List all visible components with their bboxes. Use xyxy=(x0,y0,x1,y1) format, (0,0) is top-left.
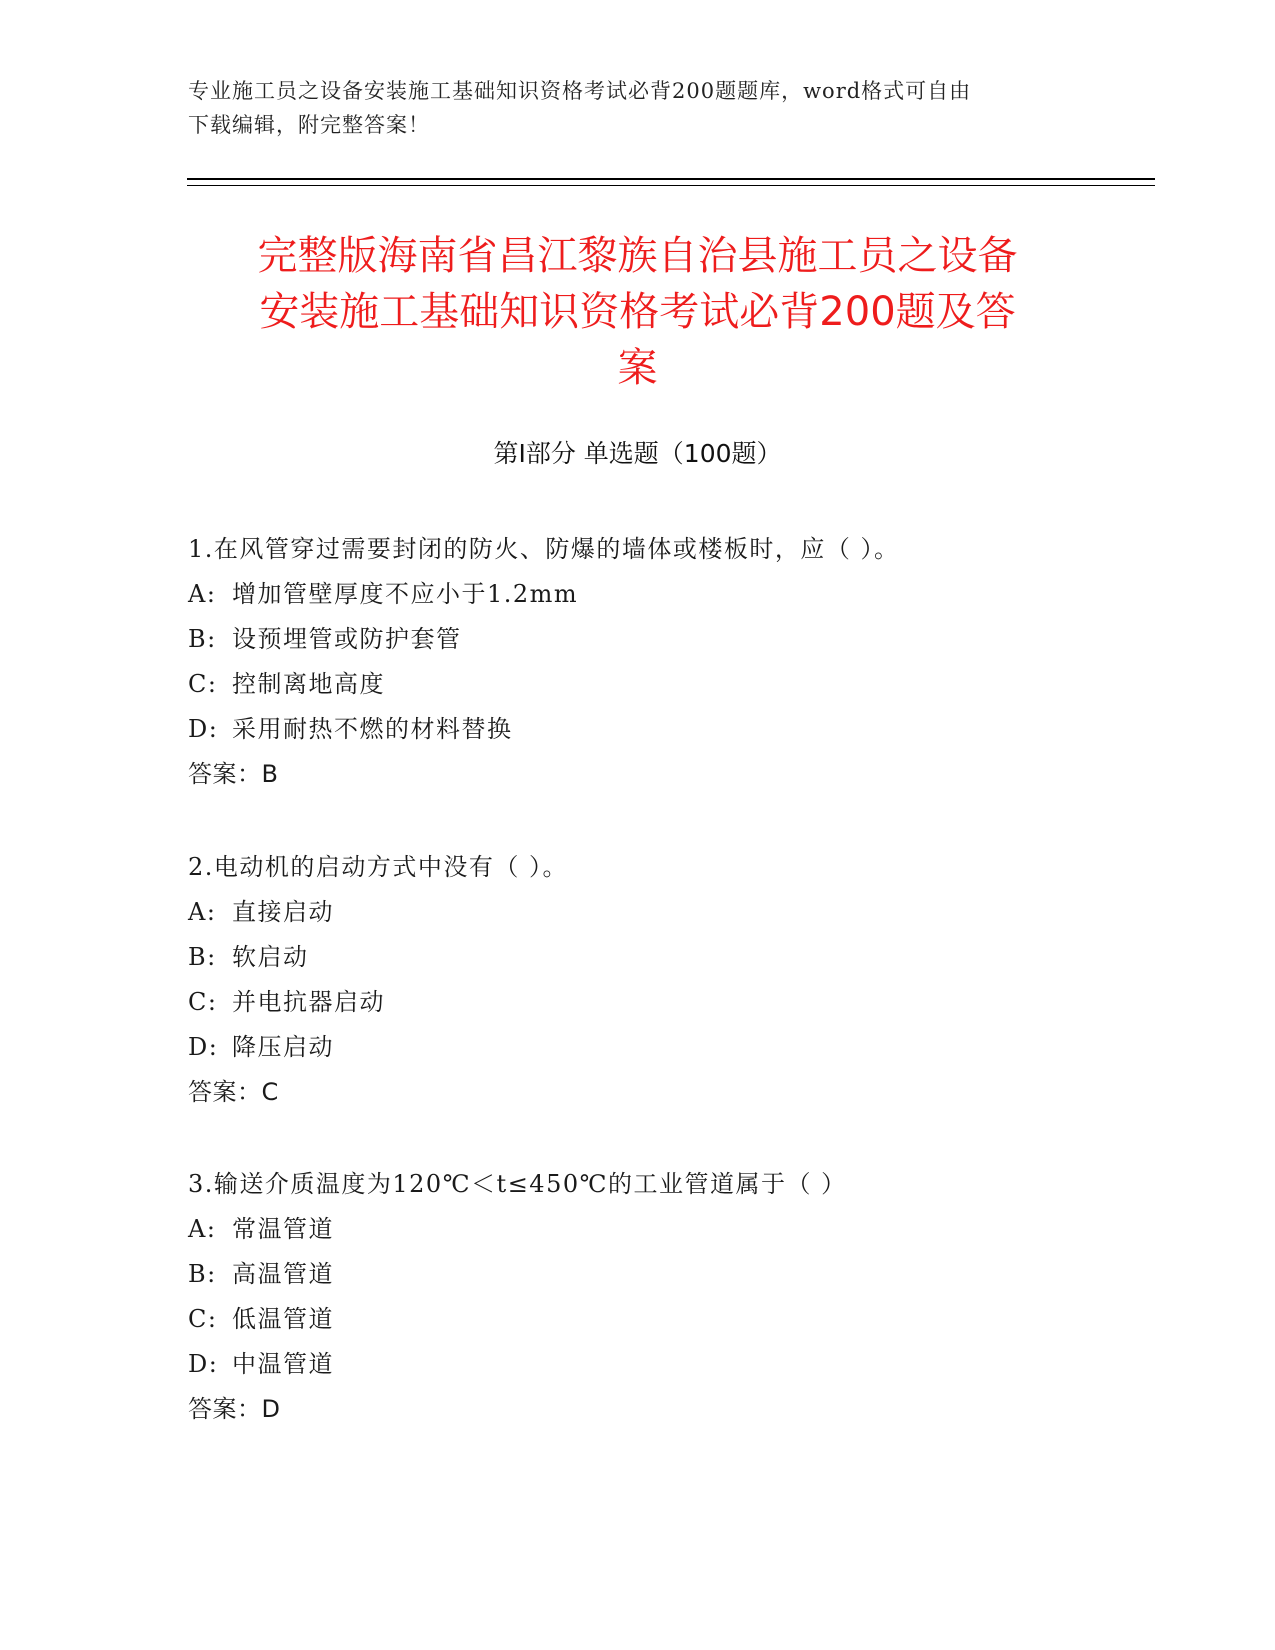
question-stem: 1.在风管穿过需要封闭的防火、防爆的墙体或楼板时，应（ ）。 xyxy=(188,535,900,563)
question-block xyxy=(188,1162,1108,1432)
question-option-d xyxy=(188,1342,1108,1387)
question-option-d xyxy=(188,707,1108,752)
document-title xyxy=(150,228,1125,396)
option-key: D: xyxy=(188,715,219,743)
option-text: 低温管道 xyxy=(232,1305,334,1333)
question-option-b xyxy=(188,617,1108,662)
question-option-b xyxy=(188,1252,1108,1297)
question-stem: 2.电动机的启动方式中没有（ ）。 xyxy=(188,853,569,881)
question-answer: 答案：C xyxy=(188,1078,279,1106)
option-key: C: xyxy=(188,1305,218,1333)
question-option-c xyxy=(188,980,1108,1025)
option-text: 并电抗器启动 xyxy=(232,988,385,1016)
document-title-line-2: 安装施工基础知识资格考试必背200题及答 xyxy=(259,289,1016,335)
option-text: 降压启动 xyxy=(232,1033,334,1061)
option-text: 增加管壁厚度不应小于1.2mm xyxy=(232,580,579,608)
option-key: A: xyxy=(188,1215,217,1243)
option-key: A: xyxy=(188,898,217,926)
question-stem: 3.输送介质温度为120℃＜t≤450℃的工业管道属于（ ） xyxy=(188,1170,847,1198)
header-note-line-2: 下载编辑，附完整答案！ xyxy=(188,113,430,137)
option-key: D: xyxy=(188,1350,219,1378)
option-text: 直接启动 xyxy=(232,898,334,926)
option-text: 软启动 xyxy=(232,943,309,971)
option-text: 高温管道 xyxy=(232,1260,334,1288)
option-key: B: xyxy=(188,625,217,653)
option-key: B: xyxy=(188,1260,217,1288)
section-heading: 第Ⅰ部分 单选题（100题） xyxy=(493,439,782,468)
header-divider-thick xyxy=(187,178,1155,180)
option-key: C: xyxy=(188,988,218,1016)
option-key: D: xyxy=(188,1033,219,1061)
question-option-d xyxy=(188,1025,1108,1070)
question-answer: 答案：B xyxy=(188,760,279,788)
option-text: 常温管道 xyxy=(232,1215,334,1243)
header-note-line-1: 专业施工员之设备安装施工基础知识资格考试必背200题题库，word格式可自由 xyxy=(188,79,972,103)
option-text: 采用耐热不燃的材料替换 xyxy=(232,715,513,743)
option-key: C: xyxy=(188,670,218,698)
option-text: 控制离地高度 xyxy=(232,670,385,698)
header-divider-thin xyxy=(187,185,1155,186)
question-option-b xyxy=(188,935,1108,980)
option-key: A: xyxy=(188,580,217,608)
document-title-line-3: 案 xyxy=(617,345,658,391)
question-option-c xyxy=(188,1297,1108,1342)
document-title-line-1: 完整版海南省昌江黎族自治县施工员之设备 xyxy=(257,233,1018,279)
question-answer: 答案：D xyxy=(188,1395,281,1423)
question-block xyxy=(188,845,1108,1115)
question-option-a xyxy=(188,890,1108,935)
option-text: 设预埋管或防护套管 xyxy=(232,625,462,653)
question-option-c xyxy=(188,662,1108,707)
option-text: 中温管道 xyxy=(232,1350,334,1378)
question-block xyxy=(188,527,1108,797)
question-option-a xyxy=(188,572,1108,617)
question-option-a xyxy=(188,1207,1108,1252)
option-key: B: xyxy=(188,943,217,971)
header-note xyxy=(188,74,1088,142)
